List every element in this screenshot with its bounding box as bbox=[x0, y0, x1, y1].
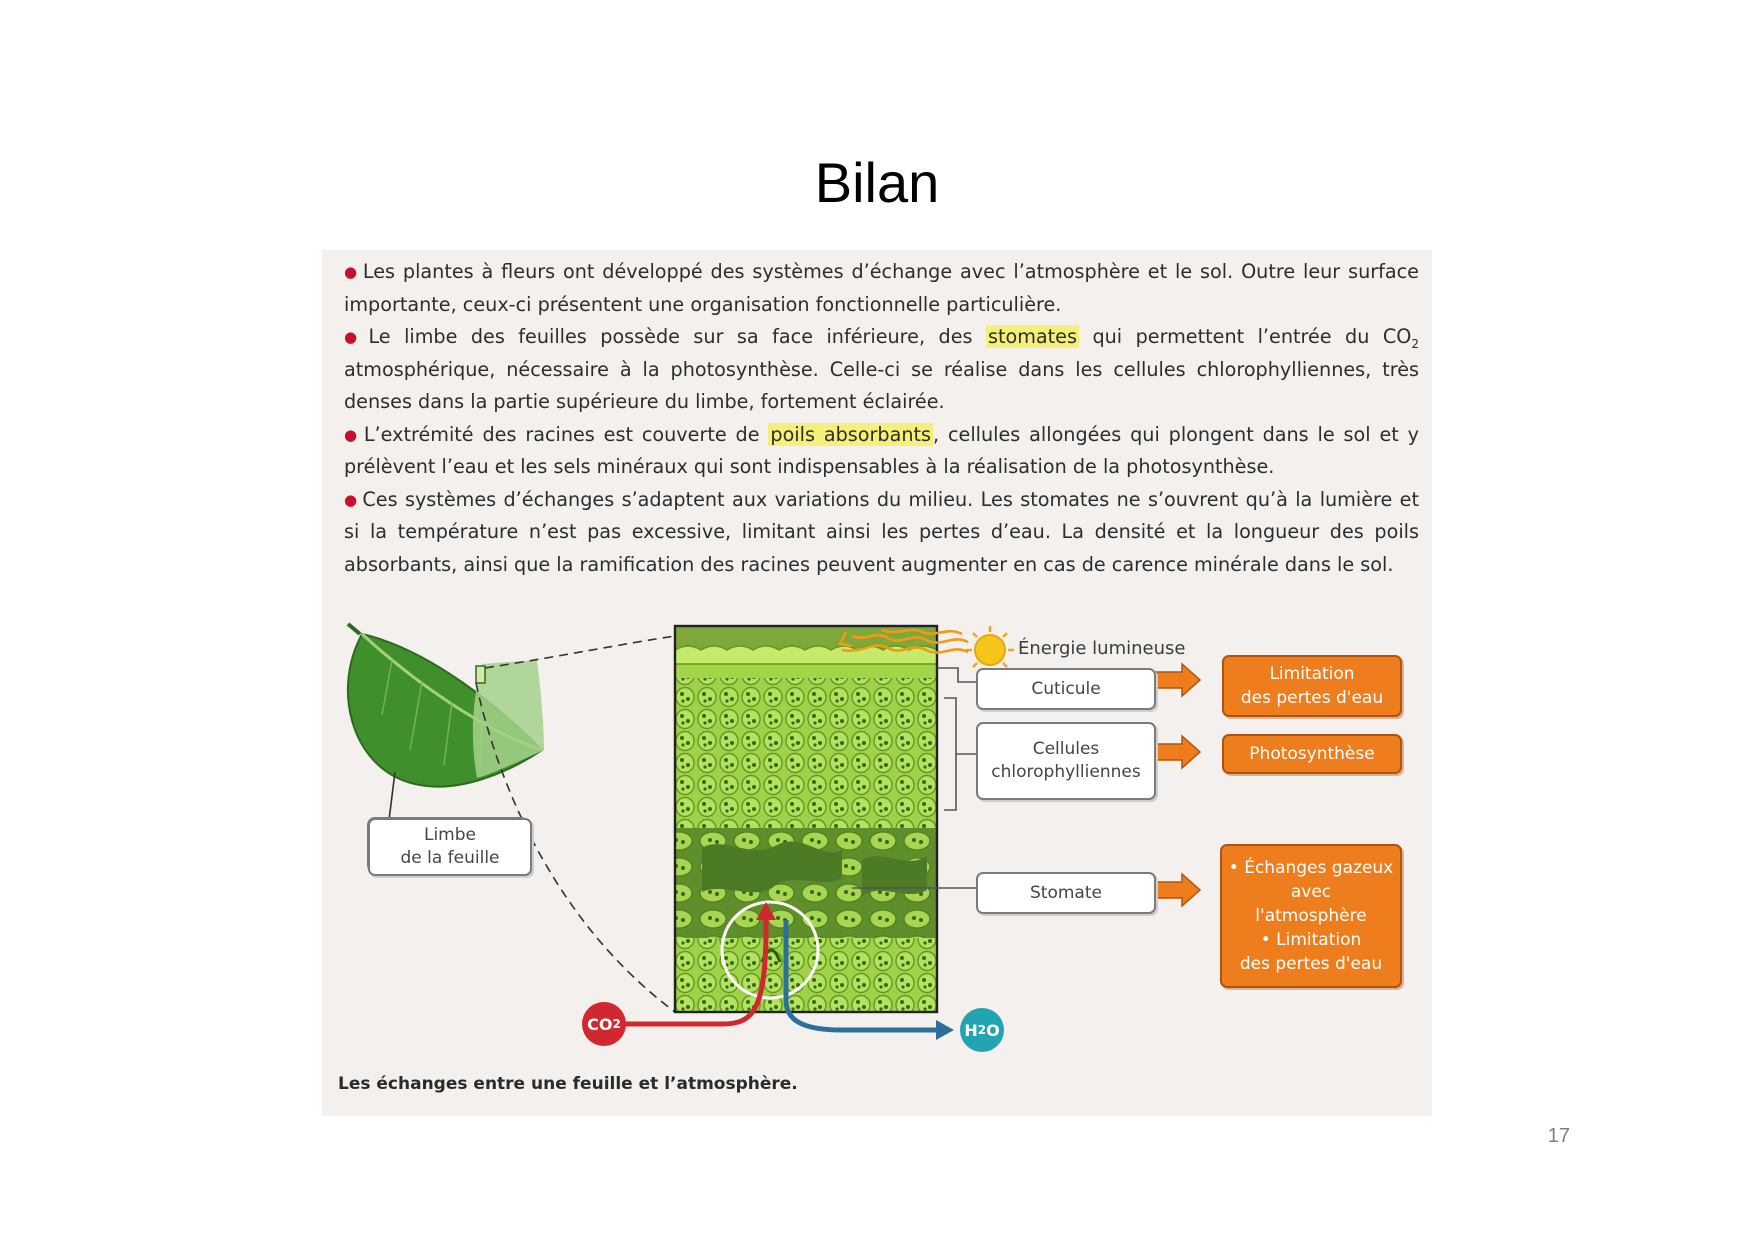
paragraph-4 bbox=[344, 484, 1419, 582]
paragraph-3-before: L’extrémité des racines est couverte de bbox=[363, 422, 769, 446]
result-arrows bbox=[1152, 664, 1200, 906]
h2o-badge: H 2 O bbox=[960, 1008, 1004, 1052]
result-water-loss-limitation bbox=[1222, 655, 1402, 717]
h2o-text-end: O bbox=[986, 1020, 1000, 1040]
result-photosynthesis: Photosynthèse bbox=[1222, 734, 1402, 774]
leaf-section-illustration bbox=[675, 626, 937, 1012]
bullet-icon: ● bbox=[344, 328, 365, 346]
result-3-line-5: des pertes d'eau bbox=[1239, 954, 1383, 974]
leaf-blade-label bbox=[368, 818, 532, 876]
result-1-line-1: Limitation bbox=[1269, 664, 1355, 684]
figure-caption: Les échanges entre une feuille et l’atmosphère. bbox=[338, 1074, 798, 1094]
stomate-label: Stomate bbox=[976, 872, 1156, 914]
result-3-line-4: • Limitation bbox=[1260, 930, 1362, 950]
paragraph-1-text: Les plantes à fleurs ont développé des systèmes d’échange avec l’atmosphère et le sol. Outre leur surface importante, ceux-ci présentent une organisation fonctionnelle particulière. bbox=[344, 260, 1419, 316]
paragraph-2 bbox=[344, 321, 1419, 419]
slide-title: Bilan bbox=[814, 151, 940, 214]
cells-label-line-2: chlorophylliennes bbox=[991, 762, 1141, 782]
leaf-label-line-2: de la feuille bbox=[400, 848, 500, 868]
bullet-icon: ● bbox=[344, 425, 360, 444]
chlorophyll-cells-label bbox=[976, 722, 1156, 800]
leaf-diagram bbox=[322, 620, 1432, 1074]
cells-label-line-1: Cellules bbox=[1032, 739, 1100, 759]
paragraph-4-text: Ces systèmes d’échanges s’adaptent aux variations du milieu. Les stomates ne s’ouvrent qu’à la lumière et si la température n’est pas excessive, limitant ainsi les pertes d’eau. La densité et la longueur des poils absorbants, ainsi que la ramification des racines peuvent augmenter en cas de carence minérale dans le sol. bbox=[344, 487, 1419, 576]
co2-text: CO bbox=[587, 1014, 613, 1034]
result-gas-exchange bbox=[1220, 844, 1402, 988]
leaf-illustration bbox=[348, 624, 544, 787]
result-3-line-3: l'atmosphère bbox=[1255, 906, 1367, 926]
cuticle-label: Cuticule bbox=[976, 668, 1156, 710]
co2-badge: CO 2 bbox=[582, 1002, 626, 1046]
h2o-text: H bbox=[964, 1020, 978, 1040]
paragraph-2-before: Le limbe des feuilles possède sur sa face inférieure, des bbox=[368, 325, 986, 348]
result-1-line-2: des pertes d'eau bbox=[1240, 688, 1384, 708]
result-3-line-1: • Échanges gazeux bbox=[1228, 858, 1394, 878]
result-3-line-2: avec bbox=[1290, 882, 1332, 902]
energy-label: Énergie lumineuse bbox=[1018, 638, 1186, 659]
page-number: 17 bbox=[1547, 1125, 1570, 1147]
highlight-poils-absorbants: poils absorbants bbox=[770, 422, 932, 446]
sun-icon bbox=[966, 626, 1014, 674]
summary-text bbox=[344, 256, 1419, 581]
paragraph-3 bbox=[344, 419, 1419, 484]
bullet-icon: ● bbox=[344, 490, 359, 509]
highlight-stomates: stomates bbox=[987, 325, 1077, 348]
paragraph-2-after: atmosphérique, nécessaire à la photosynthèse. Celle-ci se réalise dans les cellules chlorophylliennes, très denses dans la partie supérieure du limbe, fortement éclairée. bbox=[344, 357, 1419, 413]
textbook-scan bbox=[322, 250, 1432, 1116]
paragraph-2-middle: qui permettent l’entrée du CO bbox=[1079, 325, 1412, 348]
co2-subscript: 2 bbox=[1411, 336, 1419, 351]
paragraph-3-after: , cellules allongées qui plongent dans le sol et y prélèvent l’eau et les sels minéraux qui sont indispensables à la réalisation de la photosynthèse. bbox=[344, 422, 1420, 478]
leaf-label-line-1: Limbe bbox=[423, 825, 476, 845]
bullet-icon: ● bbox=[344, 263, 359, 281]
paragraph-1 bbox=[344, 256, 1419, 321]
